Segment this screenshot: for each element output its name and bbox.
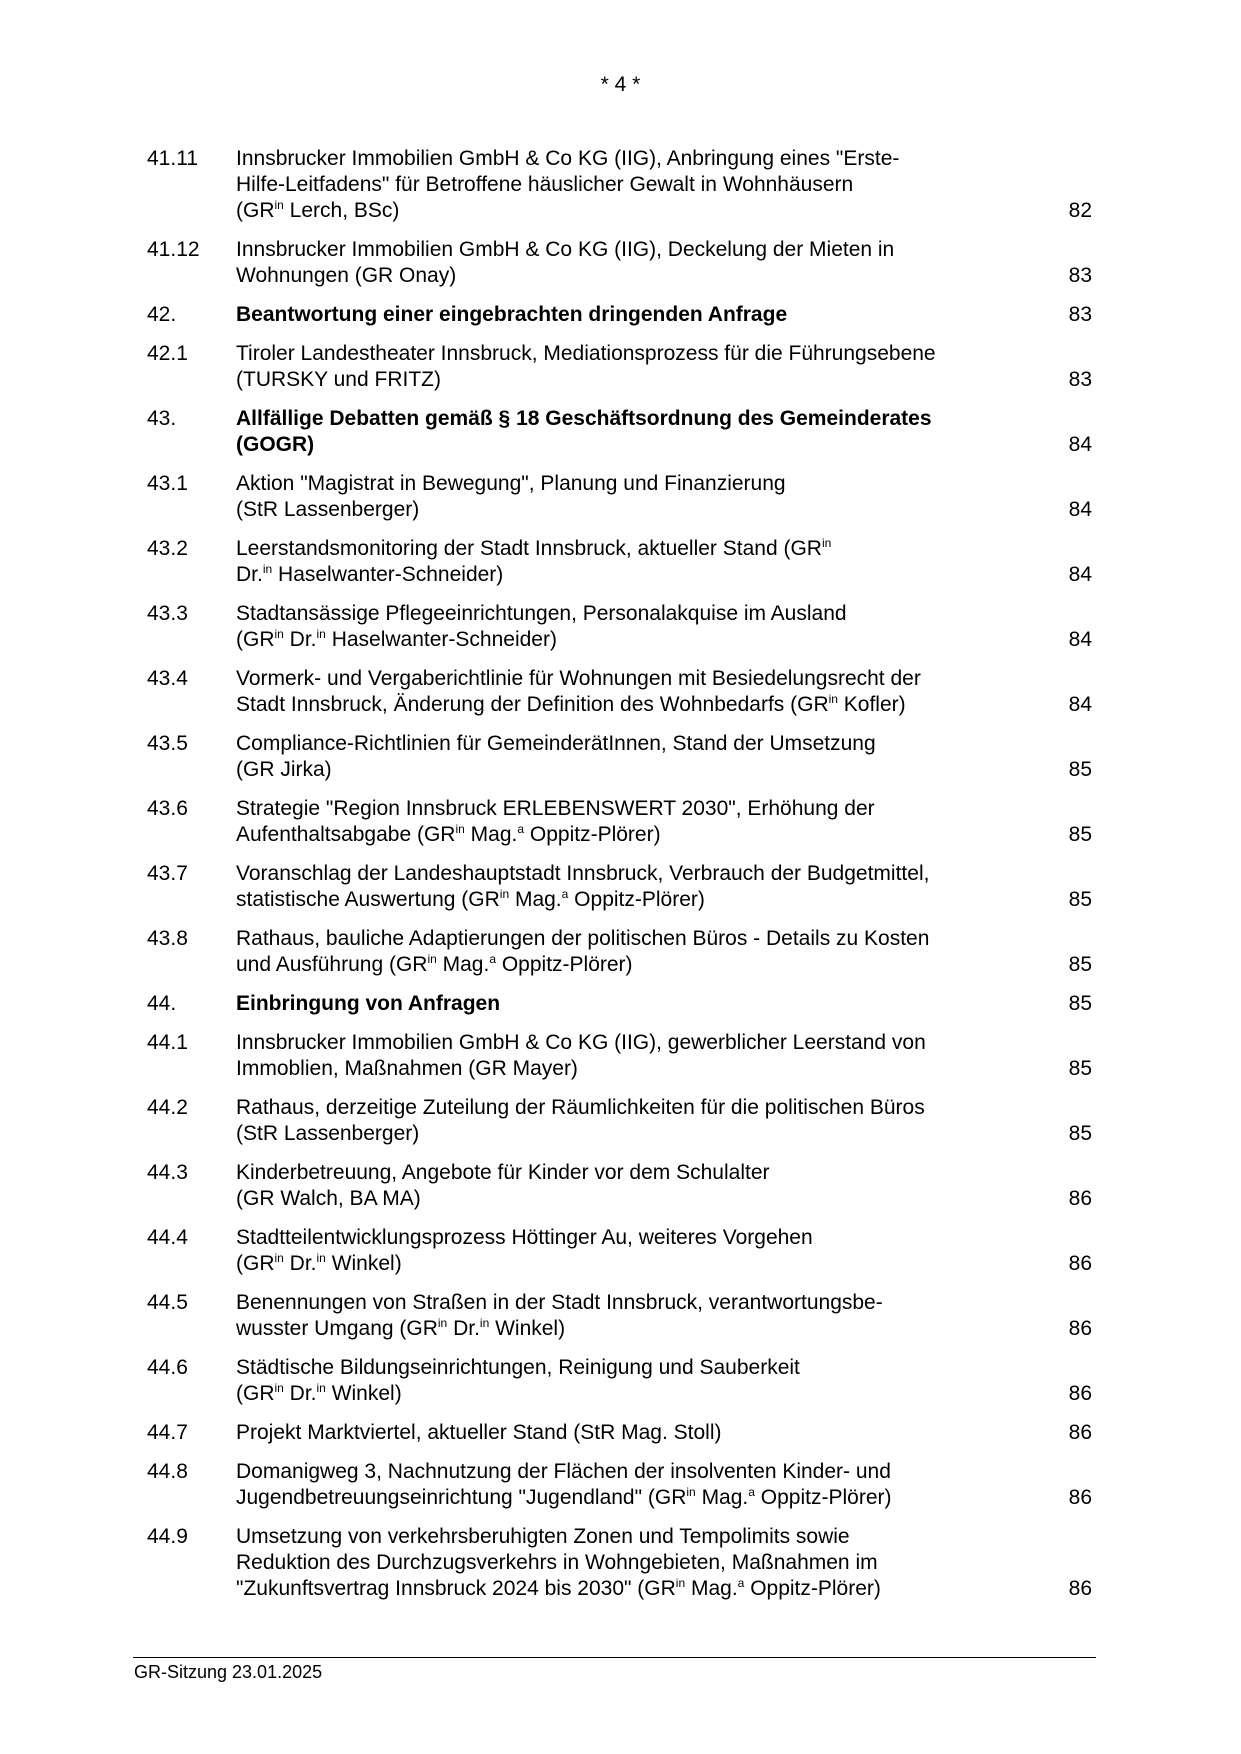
toc-entry-title-line [236,367,996,393]
superscript: in [499,887,510,901]
text-run: Voranschlag der Landeshauptstadt Innsbruck, Verbrauch der Budgetmittel, [236,862,930,885]
toc-entry-page-number: 86 [1068,1577,1092,1600]
superscript: in [274,198,284,212]
text-run: Stadt Innsbruck, Änderung der Definition des Wohnbedarfs (GR [236,693,829,716]
toc-entry-title-line [236,432,996,458]
toc-entry-page-number: 83 [1068,264,1092,287]
toc-entry-title [236,1459,996,1511]
text-run: wusster Umgang (GR [236,1317,438,1340]
toc-entry-title-line [236,731,996,757]
toc-entry-title [236,1225,996,1277]
text-run: Winkel) [325,1382,402,1405]
toc-section-heading [147,302,1092,328]
toc-entry-title-line [236,1186,996,1212]
text-run: Domanigweg 3, Nachnutzung der Flächen der insolventen Kinder- und [236,1460,891,1483]
text-run: Strategie "Region Innsbruck ERLEBENSWERT 2030", Erhöhung der [236,797,875,820]
toc-entry [147,796,1092,848]
text-run: Dr. [283,1252,317,1275]
toc-entry-title-line [236,1225,996,1251]
toc-entry [147,666,1092,718]
text-run: Mag. [464,823,518,846]
toc-entry-title-line [236,1160,996,1186]
toc-entry-title-line [236,146,996,172]
toc-entry-page-number: 85 [1068,1122,1092,1145]
toc-entry-number: 44.7 [147,1421,188,1444]
superscript: in [437,1316,448,1330]
superscript: in [274,1251,284,1265]
toc-section-heading [147,406,1092,458]
text-run: Allfällige Debatten gemäß § 18 Geschäftsordnung des Gemeinderates [236,407,932,430]
text-run: (GR Walch, BA MA) [236,1187,421,1210]
toc-entry-title [236,796,996,848]
toc-entry [147,731,1092,783]
toc-entry-number: 44.3 [147,1161,188,1184]
toc-entry [147,1355,1092,1407]
superscript: in [427,952,437,966]
superscript: in [828,692,838,706]
text-run: (GR [236,1382,275,1405]
superscript: in [455,822,465,836]
toc-entry [147,146,1092,224]
text-run: statistische Auswertung (GR [236,888,500,911]
toc-entry-title-line [236,757,996,783]
text-run: Oppitz-Plörer) [744,1577,881,1600]
toc-entry-number: 43.1 [147,472,188,495]
text-run: Reduktion des Durchzugsverkehrs in Wohngebieten, Maßnahmen im [236,1551,878,1574]
toc-entry-number: 43.6 [147,797,188,820]
toc-entry-title [236,991,996,1017]
toc-entry-number: 42.1 [147,342,188,365]
toc-entry-page-number: 86 [1068,1486,1092,1509]
toc-entry-number: 44.4 [147,1226,188,1249]
toc-entry-title-line [236,237,996,263]
toc-entry-title [236,601,996,653]
toc-entry-title-line [236,952,996,978]
text-run: Winkel) [325,1252,402,1275]
text-run: Tiroler Landestheater Innsbruck, Mediationsprozess für die Führungsebene [236,342,936,365]
text-run: Hilfe-Leitfadens" für Betroffene häuslicher Gewalt in Wohnhäusern [236,173,854,196]
toc-entry-title-line [236,1030,996,1056]
toc-entry-number: 44.1 [147,1031,188,1054]
toc-entry-title-line [236,1251,996,1277]
text-run: Oppitz-Plörer) [754,1486,892,1509]
text-run: Mag. [436,953,490,976]
toc-section-heading [147,991,1092,1017]
toc-entry-title-line [236,1316,996,1342]
text-run: Benennungen von Straßen in der Stadt Innsbruck, verantwortungsbe- [236,1291,883,1314]
toc-entry-page-number: 86 [1068,1421,1092,1444]
superscript: in [686,1485,696,1499]
toc-entry-number: 43.5 [147,732,188,755]
text-run: Beantwortung einer eingebrachten dringenden Anfrage [236,303,788,326]
toc-entry-title-line [236,861,996,887]
toc-entry-title [236,302,996,328]
toc-entry-title [236,341,996,393]
text-run: Mag. [509,888,562,911]
superscript: in [316,1381,326,1395]
toc-entry-title-line [236,601,996,627]
toc-entry-number: 41.11 [147,147,198,170]
text-run: (StR Lassenberger) [236,498,420,521]
superscript: a [748,1485,755,1499]
toc-entry-page-number: 85 [1068,758,1092,781]
toc-entry [147,536,1092,588]
toc-entry-title [236,926,996,978]
toc-entry-title [236,1524,996,1602]
text-run: Innsbrucker Immobilien GmbH & Co KG (IIG), gewerblicher Leerstand von [236,1031,926,1054]
text-run: Immoblien, Maßnahmen (GR Mayer) [236,1057,578,1080]
text-run: Rathaus, derzeitige Zuteilung der Räumlichkeiten für die politischen Büros [236,1096,925,1119]
superscript: a [561,887,569,901]
toc-entry-title-line [236,1095,996,1121]
toc-entry-title [236,536,996,588]
table-of-contents [147,146,1092,1615]
toc-entry-page-number: 84 [1068,498,1092,521]
toc-entry [147,601,1092,653]
toc-entry-title-line [236,796,996,822]
text-run: Dr. [236,563,263,586]
toc-entry-page-number: 84 [1068,433,1092,456]
toc-entry-title-line [236,1121,996,1147]
text-run: "Zukunftsvertrag Innsbruck 2024 bis 2030" (GR [236,1577,676,1600]
text-run: Innsbrucker Immobilien GmbH & Co KG (IIG), Deckelung der Mieten in [236,238,895,261]
toc-entry-title-line [236,198,996,224]
toc-entry-page-number: 86 [1068,1317,1092,1340]
toc-entry-title-line [236,666,996,692]
toc-entry-title-line [236,926,996,952]
superscript: in [274,627,284,641]
superscript: in [316,627,326,641]
text-run: Aufenthaltsabgabe (GR [236,823,456,846]
text-run: (TURSKY und FRITZ) [236,368,441,391]
toc-entry [147,237,1092,289]
toc-entry-title-line [236,562,996,588]
superscript: in [821,536,832,550]
toc-entry-page-number: 86 [1068,1382,1092,1405]
toc-entry-number: 42. [147,303,177,326]
superscript: in [675,1576,686,1590]
toc-entry-title-line [236,1485,996,1511]
text-run: Oppitz-Plörer) [524,823,661,846]
toc-entry-title-line [236,1420,996,1446]
text-run: Stadtansässige Pflegeeinrichtungen, Personalakquise im Ausland [236,602,847,625]
text-run: und Ausführung (GR [236,953,428,976]
toc-entry-title-line [236,692,996,718]
text-run: Mag. [695,1486,749,1509]
text-run: Haselwanter-Schneider) [325,628,557,651]
toc-entry-number: 43.7 [147,862,188,885]
toc-entry [147,1095,1092,1147]
text-run: Kinderbetreuung, Angebote für Kinder vor dem Schulalter [236,1161,770,1184]
toc-entry-page-number: 86 [1068,1187,1092,1210]
text-run: Oppitz-Plörer) [496,953,633,976]
text-run: (GR [236,1252,275,1275]
text-run: Mag. [685,1577,738,1600]
toc-entry-number: 43. [147,407,177,430]
toc-entry [147,1160,1092,1212]
text-run: Städtische Bildungseinrichtungen, Reinigung und Sauberkeit [236,1356,800,1379]
toc-entry-title-line [236,497,996,523]
text-run: Innsbrucker Immobilien GmbH & Co KG (IIG), Anbringung eines "Erste- [236,147,900,170]
toc-entry-title-line [236,1056,996,1082]
toc-entry-page-number: 85 [1068,992,1092,1015]
text-run: Lerch, BSc) [283,199,400,222]
text-run: Dr. [283,1382,317,1405]
text-run: (GR [236,199,275,222]
toc-entry-title-line [236,1550,996,1576]
superscript: in [274,1381,284,1395]
text-run: Stadtteilentwicklungsprozess Höttinger Au, weiteres Vorgehen [236,1226,813,1249]
footer-divider [133,1657,1096,1658]
toc-entry-title [236,1095,996,1147]
text-run: Vormerk- und Vergaberichtlinie für Wohnungen mit Besiedelungsrecht der [236,667,921,690]
toc-entry-title-line [236,1355,996,1381]
toc-entry [147,926,1092,978]
toc-entry-title-line [236,991,996,1017]
toc-entry [147,861,1092,913]
toc-entry-page-number: 86 [1068,1252,1092,1275]
text-run: Compliance-Richtlinien für GemeinderätInnen, Stand der Umsetzung [236,732,876,755]
toc-entry [147,1459,1092,1511]
toc-entry [147,341,1092,393]
text-run: Winkel) [489,1317,566,1340]
toc-entry-number: 41.12 [147,238,200,261]
footer-session-date: GR-Sitzung 23.01.2025 [134,1662,323,1682]
toc-entry-number: 43.8 [147,927,188,950]
text-run: Projekt Marktviertel, aktueller Stand (StR Mag. Stoll) [236,1421,722,1444]
toc-entry-title [236,731,996,783]
toc-entry-title-line [236,1290,996,1316]
text-run: Rathaus, bauliche Adaptierungen der politischen Büros - Details zu Kosten [236,927,930,950]
toc-entry-title-line [236,1381,996,1407]
text-run: (StR Lassenberger) [236,1122,420,1145]
superscript: a [517,822,525,836]
text-run: Oppitz-Plörer) [568,888,705,911]
toc-entry-title [236,1355,996,1407]
text-run: Aktion "Magistrat in Bewegung", Planung und Finanzierung [236,472,786,495]
toc-entry-number: 43.2 [147,537,188,560]
toc-entry-number: 44.6 [147,1356,188,1379]
toc-entry-number: 44.2 [147,1096,188,1119]
toc-entry-number: 43.4 [147,667,188,690]
toc-entry-title-line [236,172,996,198]
toc-entry-title [236,861,996,913]
text-run: (GOGR) [236,433,315,456]
toc-entry-page-number: 84 [1068,628,1092,651]
toc-entry-title-line [236,341,996,367]
text-run: Kofler) [837,693,906,716]
toc-entry [147,471,1092,523]
text-run: Leerstandsmonitoring der Stadt Innsbruck, aktueller Stand (GR [236,537,822,560]
toc-entry-number: 44.5 [147,1291,188,1314]
text-run: Umsetzung von verkehrsberuhigten Zonen und Tempolimits sowie [236,1525,850,1548]
text-run: Dr. [447,1317,480,1340]
toc-entry-number: 43.3 [147,602,188,625]
toc-entry-title [236,1030,996,1082]
toc-entry-title-line [236,822,996,848]
toc-entry [147,1420,1092,1446]
text-run: (GR [236,628,275,651]
toc-entry-page-number: 84 [1068,693,1092,716]
superscript: in [479,1316,490,1330]
text-run: Jugendbetreuungseinrichtung "Jugendland" (GR [236,1486,687,1509]
toc-entry-page-number: 82 [1068,199,1092,222]
toc-entry-page-number: 83 [1068,303,1092,326]
toc-entry-title-line [236,406,996,432]
toc-entry-title [236,1290,996,1342]
toc-entry-page-number: 85 [1068,888,1092,911]
toc-entry [147,1225,1092,1277]
toc-entry-title [236,406,996,458]
toc-entry [147,1524,1092,1602]
toc-entry-title-line [236,1576,996,1602]
toc-entry-page-number: 84 [1068,563,1092,586]
toc-entry-title-line [236,471,996,497]
toc-entry-number: 44. [147,992,177,1015]
superscript: in [316,1251,326,1265]
toc-entry-page-number: 85 [1068,823,1092,846]
toc-entry-title-line [236,627,996,653]
toc-entry-title [236,1420,996,1446]
toc-entry-title [236,1160,996,1212]
toc-entry-title [236,666,996,718]
toc-entry-page-number: 85 [1068,1057,1092,1080]
text-run: (GR Jirka) [236,758,332,781]
toc-entry-title-line [236,1524,996,1550]
text-run: Haselwanter-Schneider) [272,563,504,586]
toc-entry-title-line [236,536,996,562]
toc-entry [147,1290,1092,1342]
text-run: Wohnungen (GR Onay) [236,264,457,287]
superscript: a [737,1576,745,1590]
toc-entry-title-line [236,302,996,328]
toc-entry-number: 44.8 [147,1460,188,1483]
toc-entry-page-number: 85 [1068,953,1092,976]
superscript: in [262,562,273,576]
toc-entry-title [236,471,996,523]
page-number-header: * 4 * [600,73,641,96]
toc-entry [147,1030,1092,1082]
toc-entry-title-line [236,1459,996,1485]
text-run: Einbringung von Anfragen [236,992,501,1015]
toc-entry-title-line [236,887,996,913]
toc-entry-number: 44.9 [147,1525,188,1548]
toc-entry-title [236,237,996,289]
text-run: Dr. [283,628,317,651]
superscript: a [489,952,497,966]
toc-entry-title [236,146,996,224]
toc-entry-title-line [236,263,996,289]
toc-entry-page-number: 83 [1068,368,1092,391]
